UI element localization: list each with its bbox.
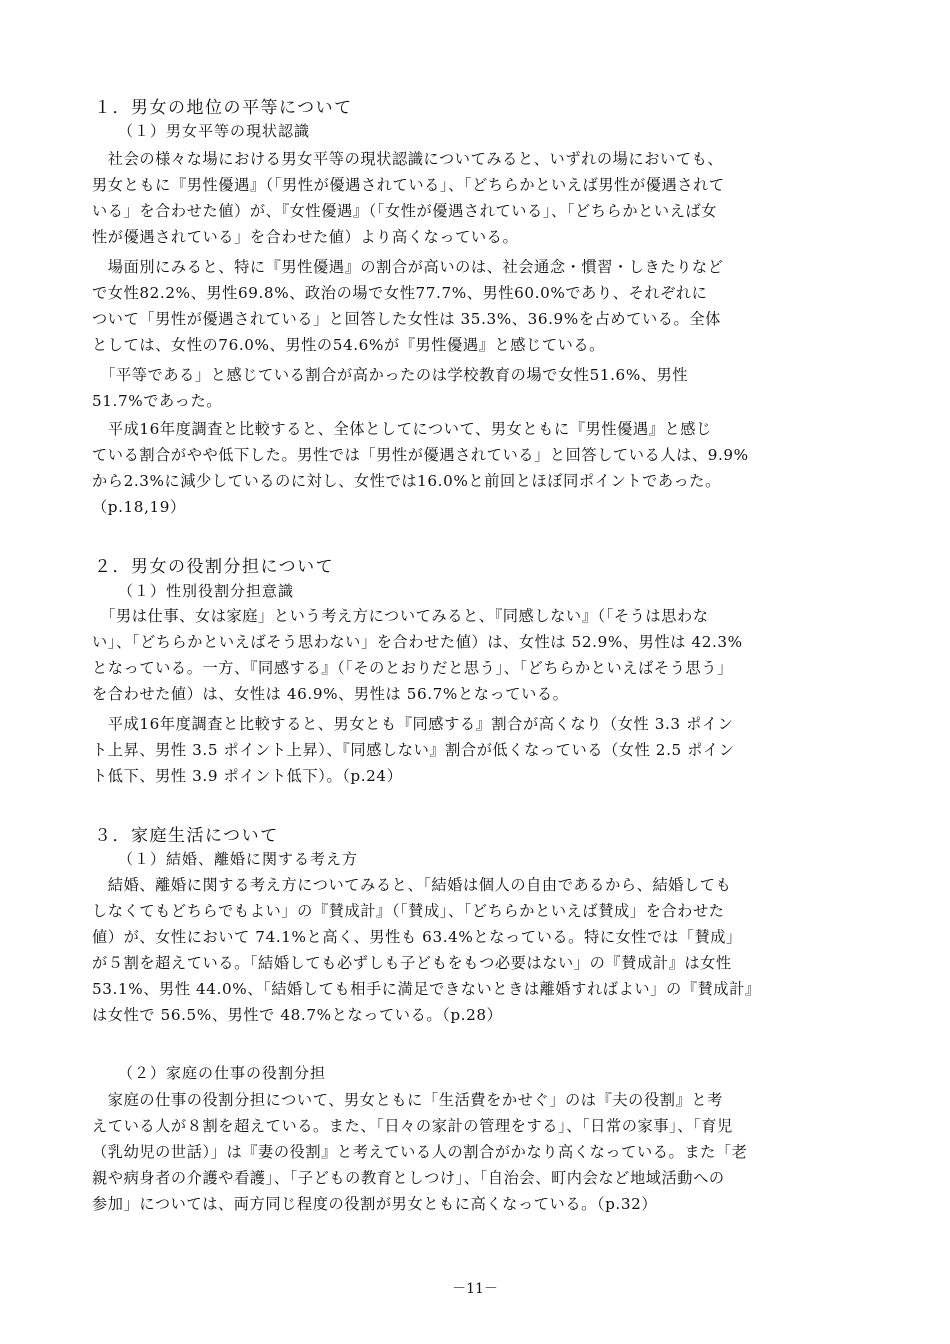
section-2-1-heading: （１）性別役割分担意識	[118, 582, 295, 600]
section-1-heading: １．男女の地位の平等について	[94, 98, 353, 118]
section-2-1-paragraph-1: 「男は仕事、女は家庭」という考え方についてみると、『同感しない』（「そうは思わな い」、「どちらかといえばそう思わない」を合わせた値）は、女性は 52.9%、男性は 42.3% となっている。一方、『同感する』（「そのとおりだと思う」、「どちらかといえばそう思う」 を合わせた値）は、女性は 46.9%、男性は 56.7%となっている。	[92, 607, 743, 703]
section-3-1-paragraph-1: 結婚、離婚に関する考え方についてみると、「結婚は個人の自由であるから、結婚しても しなくてもどちらでもよい」の『賛成計』（「賛成」、「どちらかといえば賛成」を合わせた 値）が、女性において 74.1%と高く、男性も 63.4%となっている。特に女性では「賛成」 が５割を超えている。「結婚しても必ずしも子どもをもつ必要はない」の『賛成計』は女性 53.1%、男性 44.0%、「結婚しても相手に満足できないときは離婚すればよい」の『賛成計』 は女性で 56.5%、男性で 48.7%となっている。（p.28）	[92, 876, 761, 1024]
section-1-1-paragraph-2: 場面別にみると、特に『男性優遇』の割合が高いのは、社会通念・慣習・しきたりなど で女性82.2%、男性69.8%、政治の場で女性77.7%、男性60.0%であり、それぞれに ついて「男性が優遇されている」と回答した女性は 35.3%、36.9%を占めている。全体 としては、女性の76.0%、男性の54.6%が『男性優遇』と感じている。	[92, 258, 724, 354]
section-3-1-heading: （１）結婚、離婚に関する考え方	[118, 850, 359, 868]
section-2-1-paragraph-2: 平成16年度調査と比較すると、男女とも『同感する』割合が高くなり（女性 3.3 ポイン ト上昇、男性 3.5 ポイント上昇）、『同感しない』割合が低くなっている（女性 2.5 ポイン ト低下、男性 3.9 ポイント低下）。（p.24）	[92, 715, 735, 785]
section-3-2-paragraph-1: 家庭の仕事の役割分担について、男女ともに「生活費をかせぐ」のは『夫の役割』と考 えている人が８割を超えている。また、「日々の家計の管理をする」、「日常の家事」、「育児 （乳幼児の世話）」は『妻の役割』と考えている人の割合がかなり高くなっている。また「老 親や病身者の介護や看護」、「子どもの教育としつけ」、「自治会、町内会など地域活動への 参加」については、両方同じ程度の役割が男女ともに高くなっている。（p.32）	[92, 1091, 748, 1213]
section-2-heading: ２．男女の役割分担について	[94, 557, 335, 577]
section-1-1-heading: （１）男女平等の現状認識	[118, 122, 311, 140]
page-number: －11－	[452, 1281, 498, 1297]
section-1-1-paragraph-4: 平成16年度調査と比較すると、全体としてについて、男女ともに『男性優遇』と感じ ている割合がやや低下した。男性では「男性が優遇されている」と回答している人は、9.9% から2.3%に減少しているのに対し、女性では16.0%と前回とほぼ同ポイントであった。 （p.18,19）	[92, 420, 749, 516]
section-3-heading: ３．家庭生活について	[94, 826, 279, 846]
section-3-2-heading: （２）家庭の仕事の役割分担	[118, 1064, 327, 1082]
section-1-1-paragraph-1: 社会の様々な場における男女平等の現状認識についてみると、いずれの場においても、 男女ともに『男性優遇』（「男性が優遇されている」、「どちらかといえば男性が優遇されて いる」を合わせた値）が、『女性優遇』（「女性が優遇されている」、「どちらかといえば女 性が優遇されている」を合わせた値）より高くなっている。	[92, 150, 725, 246]
section-1-1-paragraph-3: 「平等である」と感じている割合が高かったのは学校教育の場で女性51.6%、男性 51.7%であった。	[92, 366, 689, 410]
